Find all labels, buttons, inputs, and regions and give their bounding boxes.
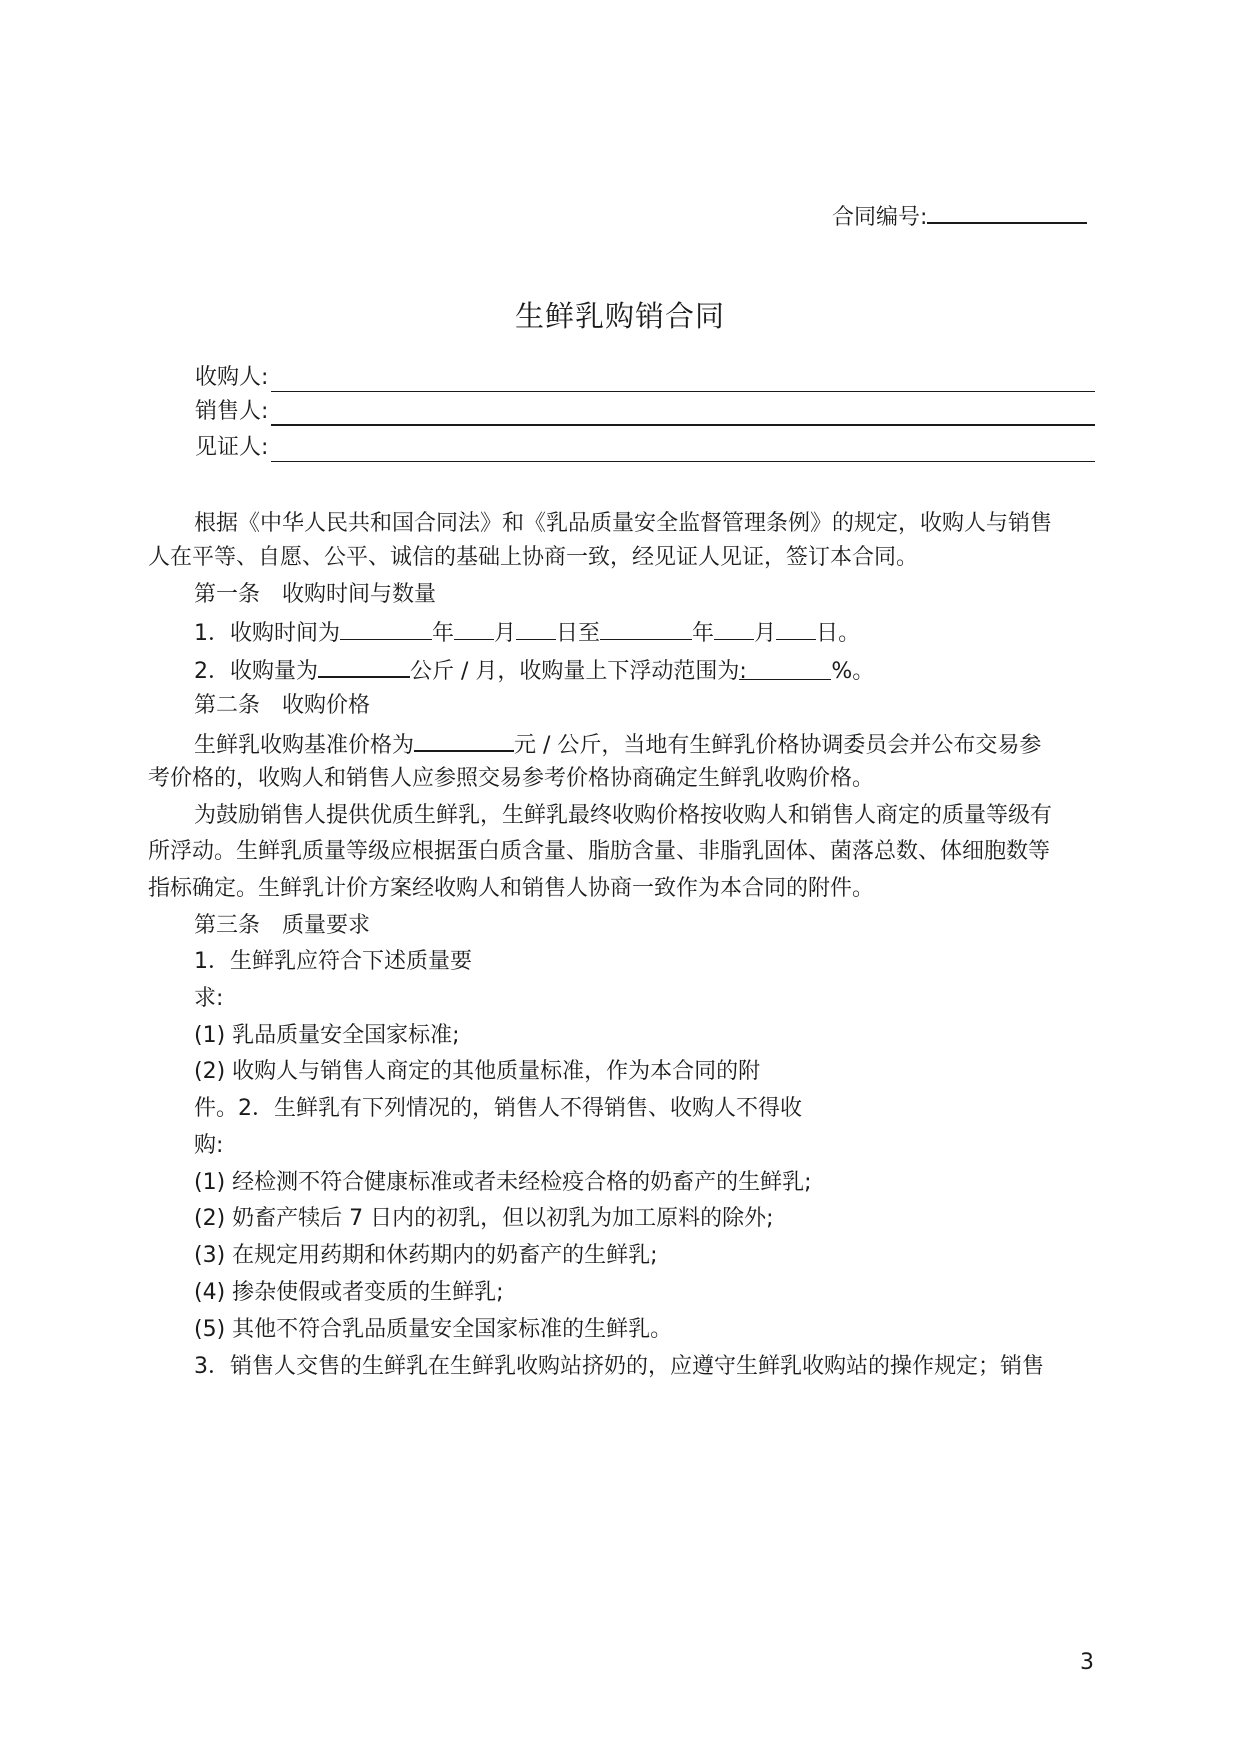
year2-label: 年	[692, 621, 715, 646]
price-blank	[414, 726, 514, 752]
page-number: 3	[1080, 1650, 1094, 1675]
month-label: 月	[494, 621, 517, 646]
item1-prefix: 1．收购时间为	[194, 621, 340, 646]
month2-label: 月	[754, 621, 777, 646]
condition-2: (2) 奶畜产犊后 7 日内的初乳，但以初乳为加工原料的除外;	[194, 1206, 774, 1231]
article2-p1-line2: 考价格的，收购人和销售人应参照交易参考价格协商确定生鲜乳收购价格。	[148, 766, 875, 791]
contract-number-label: 合同编号:	[832, 205, 928, 230]
price-prefix: 生鲜乳收购基准价格为	[194, 733, 415, 758]
party-seller	[195, 396, 1095, 432]
year-blank	[340, 615, 432, 640]
range-colon: :	[739, 659, 747, 684]
party-buyer	[195, 362, 1095, 398]
day2-blank	[776, 615, 816, 640]
year2-blank	[600, 615, 692, 640]
article1-item1	[194, 615, 860, 651]
day-label: 日至	[556, 621, 601, 646]
article1-heading: 第一条 收购时间与数量	[194, 582, 437, 607]
party-witness-line	[271, 461, 1095, 462]
document-title: 生鲜乳购销合同	[514, 299, 725, 333]
preamble-line-2: 人在平等、自愿、公平、诚信的基础上协商一致，经见证人见证，签订本合同。	[148, 545, 919, 570]
month2-blank	[714, 615, 754, 640]
article2-p2-line3: 指标确定。生鲜乳计价方案经收购人和销售人协商一致作为本合同的附件。	[148, 876, 875, 901]
article3-sub1: (1) 乳品质量安全国家标准;	[194, 1023, 460, 1048]
contract-number-blank	[927, 200, 1087, 224]
day-blank	[516, 615, 556, 640]
article3-item3: 3．销售人交售的生鲜乳在生鲜乳收购站挤奶的，应遵守生鲜乳收购站的操作规定；销售	[194, 1354, 1044, 1379]
party-seller-line	[271, 424, 1095, 426]
condition-4: (4) 掺杂使假或者变质的生鲜乳;	[194, 1280, 504, 1305]
article3-item1-line2: 求:	[194, 986, 224, 1011]
quantity-blank	[318, 652, 410, 678]
party-seller-label: 销售人:	[195, 399, 269, 424]
article2-p1-line1	[194, 726, 1041, 763]
article3-heading: 第三条 质量要求	[194, 913, 371, 938]
article3-item1-line1: 1．生鲜乳应符合下述质量要	[194, 949, 472, 974]
contract-number	[832, 200, 1087, 233]
condition-3: (3) 在规定用药期和休药期内的奶畜产的生鲜乳;	[194, 1243, 658, 1268]
article1-item2	[194, 652, 874, 689]
article2-p2-line1: 为鼓励销售人提供优质生鲜乳，生鲜乳最终收购价格按收购人和销售人商定的质量等级有	[194, 803, 1053, 828]
article3-sub2-line1: (2) 收购人与销售人商定的其他质量标准，作为本合同的附	[194, 1059, 761, 1084]
article3-sub2-line3: 购:	[194, 1133, 224, 1158]
range-suffix: %。	[831, 659, 875, 684]
quantity-unit: 公斤 / 月，收购量上下浮动范围为	[410, 659, 740, 684]
party-buyer-label: 收购人:	[195, 365, 269, 390]
item2-prefix: 2．收购量为	[194, 659, 318, 684]
condition-1: (1) 经检测不符合健康标准或者未经检疫合格的奶畜产的生鲜乳;	[194, 1170, 812, 1195]
year-label: 年	[432, 621, 455, 646]
day2-label: 日。	[816, 621, 861, 646]
range-blank	[739, 655, 831, 684]
party-witness-label: 见证人:	[195, 435, 269, 460]
month-blank	[454, 615, 494, 640]
article2-heading: 第二条 收购价格	[194, 693, 371, 718]
condition-5: (5) 其他不符合乳品质量安全国家标准的生鲜乳。	[194, 1317, 673, 1342]
article2-p2-line2: 所浮动。生鲜乳质量等级应根据蛋白质含量、脂肪含量、非脂乳固体、菌落总数、体细胞数等	[148, 839, 1051, 864]
party-witness	[195, 432, 1095, 468]
party-buyer-line	[271, 391, 1095, 392]
price-rest: 元 / 公斤，当地有生鲜乳价格协调委员会并公布交易参	[514, 733, 1042, 758]
preamble-line-1: 根据《中华人民共和国合同法》和《乳品质量安全监督管理条例》的规定，收购人与销售	[194, 511, 1053, 536]
article3-sub2-line2: 件。2．生鲜乳有下列情况的，销售人不得销售、收购人不得收	[194, 1096, 802, 1121]
